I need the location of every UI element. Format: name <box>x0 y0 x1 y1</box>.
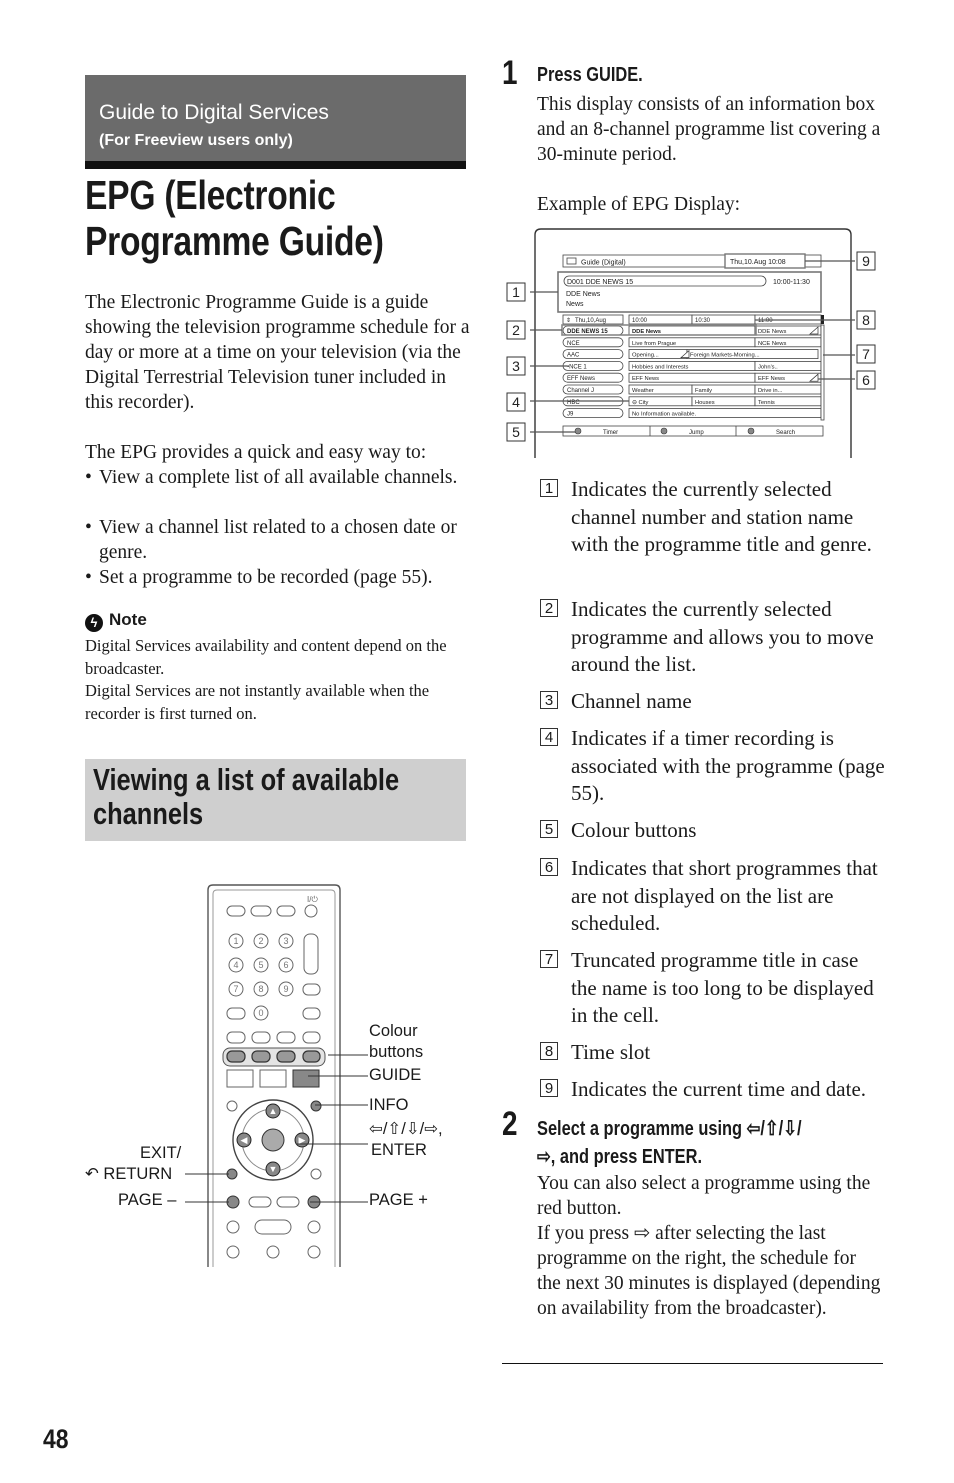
epg-callout-number: 4 <box>512 394 520 410</box>
section-header <box>85 75 466 161</box>
remote-leader-lines <box>180 1040 370 1220</box>
step-1-body: This display consists of an information box and an 8-channel programme list covering a 30-minute period. <box>537 94 881 165</box>
legend-number: 2 <box>540 599 558 617</box>
svg-text:3: 3 <box>283 936 289 946</box>
epg-button-timer: Timer <box>603 430 619 436</box>
epg-programme-title: DDE News <box>758 329 787 335</box>
label-exit: EXIT/ <box>140 1144 182 1162</box>
legend-text: Indicates the current time and date. <box>571 1077 867 1101</box>
legend-text: Time slot <box>571 1040 651 1064</box>
svg-text:◀: ◀ <box>240 1135 248 1145</box>
label-guide: GUIDE <box>369 1066 422 1084</box>
label-enter: ENTER <box>371 1141 427 1159</box>
legend-text: Indicates the currently selected channel number and station name with the programme title and genre. <box>571 477 872 556</box>
legend-text: Truncated programme title in case the name is too long to be displayed in the cell. <box>571 948 874 1027</box>
epg-info-genre: News <box>566 301 584 308</box>
bullet-item: • View a complete list of all available channels. <box>85 465 470 490</box>
epg-programme-title: NCE News <box>758 340 787 347</box>
bottom-rule <box>502 1363 883 1364</box>
bullet-item: • Set a programme to be recorded (page 55). <box>85 565 470 590</box>
legend-text: Colour buttons <box>571 818 697 842</box>
subsection-title-line-2: channels <box>93 796 204 831</box>
epg-date-cell: ⇕ <box>566 318 572 324</box>
legend-number: 7 <box>540 950 558 968</box>
legend-item <box>540 688 885 716</box>
epg-programme-title: Weather <box>632 388 654 394</box>
label-buttons: buttons <box>369 1043 424 1061</box>
step-1-heading: Press GUIDE. <box>537 64 643 86</box>
epg-callout-number: 6 <box>862 372 870 388</box>
bullet-text: Set a programme to be recorded (page 55). <box>99 567 433 588</box>
subsection-title-line-1: Viewing a list of available <box>93 762 400 797</box>
svg-text:1: 1 <box>233 936 239 946</box>
bullet-text: View a complete list of all available channels. <box>99 467 458 488</box>
svg-text:I/⏻: I/⏻ <box>307 895 318 904</box>
epg-time-slot: 11:00 <box>758 318 773 324</box>
epg-info-time: 10:00-11:30 <box>773 279 810 286</box>
legend-item <box>540 596 885 679</box>
epg-callout-number: 7 <box>862 346 870 362</box>
epg-programme-title: ⊖ City <box>632 399 649 406</box>
epg-callout-number: 3 <box>512 358 520 374</box>
svg-text:0: 0 <box>258 1008 264 1018</box>
page-title-line-2: Programme Guide) <box>85 218 384 264</box>
epg-channel-name: J9 <box>567 411 574 418</box>
epg-display-figure <box>505 225 885 465</box>
epg-guide-title: Guide (Digital) <box>581 259 626 267</box>
step-1-number: 1 <box>502 54 518 92</box>
epg-datetime: Thu,10.Aug 10:08 <box>730 259 786 266</box>
legend-text: Channel name <box>571 689 692 713</box>
label-arrows: ⇦/⇧/⇩/⇨, <box>369 1120 443 1138</box>
legend-item <box>540 725 885 808</box>
epg-programme-title: John's.. <box>758 364 778 371</box>
legend-item <box>540 1039 885 1067</box>
epg-programme-title: EFF News <box>632 376 660 383</box>
epg-button-search: Search <box>776 430 796 436</box>
step-2-body-1: You can also select a programme using the red button. <box>537 1173 871 1219</box>
svg-text:9: 9 <box>283 984 289 994</box>
legend-item <box>540 855 885 938</box>
svg-text:4: 4 <box>233 960 239 970</box>
svg-text:7: 7 <box>233 984 239 994</box>
legend-number: 6 <box>540 858 558 876</box>
svg-text:6: 6 <box>283 960 289 970</box>
epg-callout-number: 8 <box>862 312 870 328</box>
step-2-heading-line-2: ⇨, and press ENTER. <box>537 1146 703 1168</box>
epg-callout-number: 2 <box>512 322 520 338</box>
note-icon: ϟ <box>85 614 103 632</box>
epg-programme-title: Tennis <box>758 399 775 406</box>
epg-channel-name: •NCE 1 <box>567 364 587 371</box>
epg-channel-name: NCE <box>567 340 580 347</box>
epg-programme-title: Live from Prague <box>632 340 677 347</box>
epg-time-slot: 10:30 <box>695 318 711 324</box>
legend-item <box>540 817 885 845</box>
subsection-title <box>93 763 421 831</box>
label-page-plus: PAGE + <box>369 1191 428 1209</box>
legend-number: 4 <box>540 728 558 746</box>
section-subtitle: (For Freeview users only) <box>99 132 293 149</box>
header-rule <box>85 161 466 169</box>
epg-channel-name: Channel J <box>567 388 595 394</box>
legend-text: Indicates that short programmes that are not displayed on the list are scheduled. <box>571 856 878 935</box>
note-text: Digital Services availability and content depend on the broadcaster. <box>85 636 447 678</box>
section-title: Guide to Digital Services <box>99 101 329 124</box>
epg-programme-title: Opening... <box>632 352 659 359</box>
legend-text: Indicates if a timer recording is associated with the programme (page 55). <box>571 726 885 805</box>
label-colour: Colour <box>369 1022 418 1040</box>
legend-text: Indicates the currently selected programme and allows you to move around the list. <box>571 597 874 676</box>
epg-date-cell-text: Thu,10,Aug <box>575 318 607 324</box>
epg-example-label: Example of EPG Display: <box>537 194 741 215</box>
epg-time-slot: 10:00 <box>632 318 648 324</box>
label-return <box>85 1164 172 1185</box>
epg-info-channel: D001 DDE NEWS 15 <box>567 279 634 286</box>
bullet-text: View a channel list related to a chosen date or genre. <box>99 517 457 563</box>
label-return-text: RETURN <box>103 1165 173 1183</box>
legend-number: 8 <box>540 1042 558 1060</box>
legend-item <box>540 1076 885 1104</box>
note-text: Digital Services are not instantly available when the recorder is first turned on. <box>85 681 430 723</box>
svg-text:8: 8 <box>258 984 264 994</box>
epg-programme-title: EFF News <box>758 376 786 383</box>
label-info: INFO <box>369 1096 409 1114</box>
epg-programme-title: Drive in... <box>758 388 783 394</box>
svg-text:5: 5 <box>258 960 264 970</box>
epg-programme-title: Hobbies and Interests <box>632 364 689 371</box>
epg-channel-name: AAC <box>567 352 580 359</box>
note-heading-text: Note <box>109 610 147 629</box>
step-2-body-2: If you press ⇨ after selecting the last programme on the right, the schedule for the next 30 minutes is displayed (depending on availability from the broadcaster). <box>537 1223 881 1319</box>
legend-number: 9 <box>540 1079 558 1097</box>
epg-button-jump: Jump <box>689 430 704 436</box>
svg-text:▲: ▲ <box>268 1106 278 1116</box>
bullet-item: • View a channel list related to a chosen date or genre. <box>85 515 470 565</box>
epg-channel-name: DDE NEWS 15 <box>567 329 608 335</box>
provides-paragraph: The EPG provides a quick and easy way to: <box>85 442 427 463</box>
epg-programme-title: Houses <box>695 399 715 406</box>
page-title-line-1: EPG (Electronic <box>85 172 336 218</box>
step-2-heading-line-1: Select a programme using ⇦/⇧/⇩/ <box>537 1118 802 1140</box>
return-icon: ↶ <box>85 1165 99 1183</box>
epg-channel-name: EFF News <box>567 376 596 383</box>
epg-channel-name: HBC <box>567 399 580 406</box>
epg-programme-title: Foreign Markets-Morning... <box>690 352 760 359</box>
epg-callout-number: 5 <box>512 424 520 440</box>
epg-programme-title: DDE News <box>632 329 661 335</box>
epg-callout-number: 1 <box>512 284 520 300</box>
page-title <box>85 172 413 264</box>
epg-programme-title: Family <box>695 388 713 394</box>
step-2-number: 2 <box>502 1105 518 1143</box>
note-heading <box>85 610 147 632</box>
page-number: 48 <box>43 1424 69 1454</box>
legend-number: 5 <box>540 820 558 838</box>
legend-item <box>540 947 885 1030</box>
epg-scrollbar <box>821 325 824 420</box>
intro-paragraph: The Electronic Programme Guide is a guide showing the television programme schedule for a day or more at a time on your television (via the Digital Terrestrial Television tuner included in this recorder). <box>85 292 470 413</box>
epg-info-title: DDE News <box>566 291 601 298</box>
legend-number: 3 <box>540 691 558 709</box>
svg-text:▼: ▼ <box>268 1164 278 1174</box>
legend-item <box>540 476 885 559</box>
svg-text:2: 2 <box>258 936 264 946</box>
epg-programme-title: No Information available. <box>632 411 697 418</box>
svg-text:▶: ▶ <box>298 1135 306 1145</box>
epg-callout-number: 9 <box>862 253 870 269</box>
label-page-minus: PAGE – <box>118 1191 177 1209</box>
legend-number: 1 <box>540 479 558 497</box>
